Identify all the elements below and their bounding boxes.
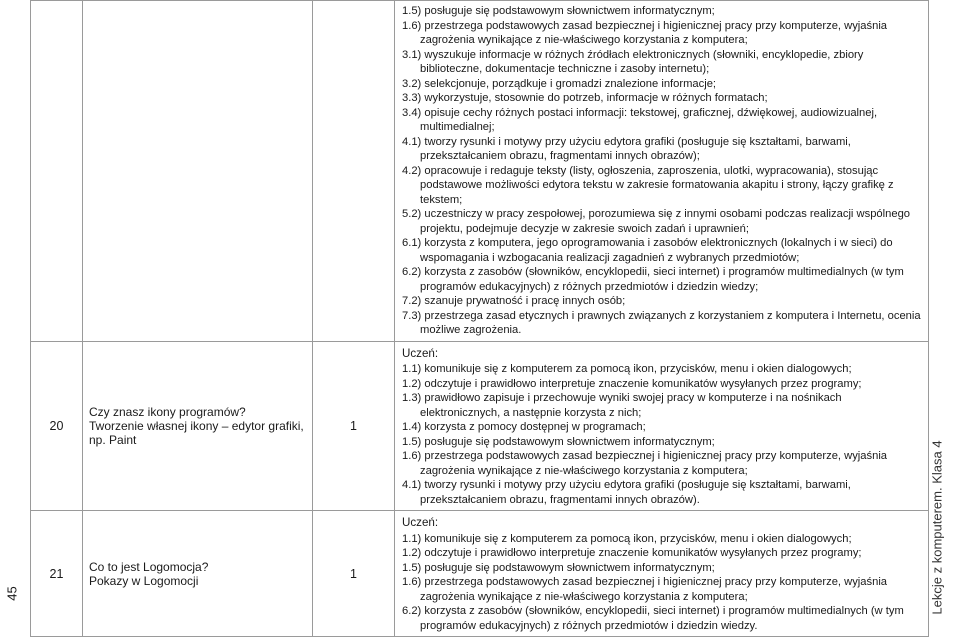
section-label: Uczeń: xyxy=(402,516,439,529)
goal-item: 1.1) komunikuje się z komputerem za pomocą ikon, przycisków, menu i okien dialogowych; xyxy=(402,363,852,375)
goal-item: 3.4) opisuje cechy różnych postaci informacji: tekstowej, graficznej, dźwiękowej, audiowizualnej, multimedialnej; xyxy=(402,106,878,133)
goal-item: 4.2) opracowuje i redaguje teksty (listy, ogłoszenia, zaproszenia, ulotki, wypracowania), stosując podstawowe możliwości edytora tekstu w zakresie formatowania akapitu i strony, łączy grafikę z tekstem; xyxy=(402,164,894,206)
learning-goals-cell xyxy=(395,341,929,511)
side-title: Lekcje z komputerem. Klasa 4 xyxy=(929,440,945,615)
lesson-hours: 1 xyxy=(313,511,395,637)
goal-item: 1.3) prawidłowo zapisuje i przechowuje wyniki swojej pracy w komputerze i na nośnikach elektronicznych, a następnie korzysta z nich; xyxy=(402,392,842,419)
lesson-number: 21 xyxy=(31,511,83,637)
goal-item: 7.2) szanuje prywatność i pracę innych osób; xyxy=(402,295,626,307)
lesson-topic-sub: Pokazy w Logomocji xyxy=(89,573,199,588)
table-row-continued xyxy=(31,1,929,342)
goal-item: 1.1) komunikuje się z komputerem za pomocą ikon, przycisków, menu i okien dialogowych; xyxy=(402,532,852,545)
goal-item: 3.3) wykorzystuje, stosownie do potrzeb, informacje w różnych formatach; xyxy=(402,92,768,104)
goal-item: 6.1) korzysta z komputera, jego oprogramowania i zasobów elektronicznych (lokalnych i w sieci) do wspomagania i wzbogacania realizacji zagadnień z wybranych przedmiotów; xyxy=(402,237,893,264)
table-row-lesson-21 xyxy=(31,511,929,637)
page-number: 45 xyxy=(4,586,20,601)
lesson-topic-sub: Tworzenie własnej ikony – edytor grafiki, np. Paint xyxy=(89,418,304,447)
goal-item: 5.2) uczestniczy w pracy zespołowej, porozumiewa się z innymi osobami podczas realizacji wspólnego projektu, podejmuje decyzje w zakresie swoich zadań i uprawnień; xyxy=(402,208,911,235)
lesson-hours-cell xyxy=(313,1,395,342)
lesson-number: 20 xyxy=(31,341,83,511)
goal-item: 6.2) korzysta z zasobów (słowników, encyklopedii, sieci internet) i programów multimedialnych (w tym programów edukacyjnych) z różnych przedmiotów i dziedzin wiedzy. xyxy=(402,605,904,632)
goal-item: 1.6) przestrzega podstawowych zasad bezpiecznej i higienicznej pracy przy komputerze, wyjaśnia zagrożenia wynikające z nie-właściwego korzystania z komputera; xyxy=(402,576,888,603)
goal-item: 1.5) posługuje się podstawowym słownictwem informatycznym; xyxy=(402,5,715,17)
goal-item: 1.2) odczytuje i prawidłowo interpretuje znaczenie komunikatów wysyłanych przez programy; xyxy=(402,377,862,390)
lesson-topic-main: Co to jest Logomocja? xyxy=(89,559,209,574)
goal-item: 1.5) posługuje się podstawowym słownictwem informatycznym; xyxy=(402,435,715,448)
goal-item: 6.2) korzysta z zasobów (słowników, encyklopedii, sieci internet) i programów multimedialnych (w tym programów edukacyjnych) z różnych przedmiotów i dziedzin wiedzy; xyxy=(402,266,904,293)
table-row-lesson-20 xyxy=(31,341,929,511)
goal-item: 1.5) posługuje się podstawowym słownictwem informatycznym; xyxy=(402,561,715,574)
goal-item: 3.1) wyszukuje informacje w różnych źródłach elektronicznych (słowniki, encyklopedie, zbiory biblioteczne, dokumentacje techniczne i zasoby internetu); xyxy=(402,48,864,75)
lessons-table xyxy=(30,0,929,637)
goal-item: 1.6) przestrzega podstawowych zasad bezpiecznej i higienicznej pracy przy komputerze, wyjaśnia zagrożenia wynikające z nie-właściwego korzystania z komputera; xyxy=(402,19,888,46)
learning-goals-cell xyxy=(395,511,929,637)
lesson-hours: 1 xyxy=(313,341,395,511)
goal-item: 4.1) tworzy rysunki i motywy przy użyciu edytora grafiki (posługuje się kształtami, barwami, przekształcaniem obrazu, fragmentami innych obrazów). xyxy=(402,479,851,506)
lesson-number-cell xyxy=(31,1,83,342)
goal-item: 1.4) korzysta z pomocy dostępnej w programach; xyxy=(402,421,646,433)
section-label: Uczeń: xyxy=(402,346,439,360)
lesson-topic-cell xyxy=(83,1,313,342)
goal-item: 7.3) przestrzega zasad etycznych i prawnych związanych z korzystaniem z komputera i Internetu, ocenia możliwe zagrożenia. xyxy=(402,309,921,336)
goal-item: 1.2) odczytuje i prawidłowo interpretuje znaczenie komunikatów wysyłanych przez programy; xyxy=(402,547,862,559)
lesson-topic-main: Czy znasz ikony programów? xyxy=(89,404,246,419)
goal-item: 4.1) tworzy rysunki i motywy przy użyciu edytora grafiki (posługuje się kształtami, barwami, przekształcaniem obrazu, fragmentami innych obrazów); xyxy=(402,135,851,162)
goal-item: 3.2) selekcjonuje, porządkuje i gromadzi znalezione informacje; xyxy=(402,77,717,90)
lesson-topic xyxy=(83,341,313,511)
lesson-topic xyxy=(83,511,313,637)
goal-item: 1.6) przestrzega podstawowych zasad bezpiecznej i higienicznej pracy przy komputerze, wyjaśnia zagrożenia wynikające z nie-właściwego korzystania z komputera; xyxy=(402,450,888,477)
learning-goals-cell xyxy=(395,1,929,342)
